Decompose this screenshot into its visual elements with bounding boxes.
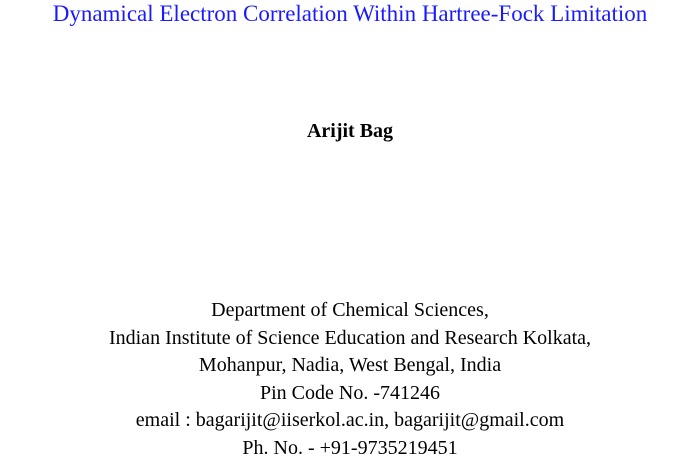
phone-line: Ph. No. - +91-9735219451 (242, 436, 458, 459)
author-affiliation (0, 297, 700, 462)
address-line: Mohanpur, Nadia, West Bengal, India (198, 354, 502, 376)
paper-title: Dynamical Electron Correlation Within Hartree-Fock Limitation (52, 1, 648, 26)
department-line: Department of Chemical Sciences, (211, 299, 489, 321)
pin-code-line: Pin Code No. -741246 (260, 381, 440, 404)
institute-line: Indian Institute of Science Education and Research Kolkata, (108, 326, 592, 349)
email-line: email : bagarijit@iiserkol.ac.in, bagarijit@gmail.com (135, 409, 565, 431)
author-name: Arijit Bag (306, 120, 394, 142)
